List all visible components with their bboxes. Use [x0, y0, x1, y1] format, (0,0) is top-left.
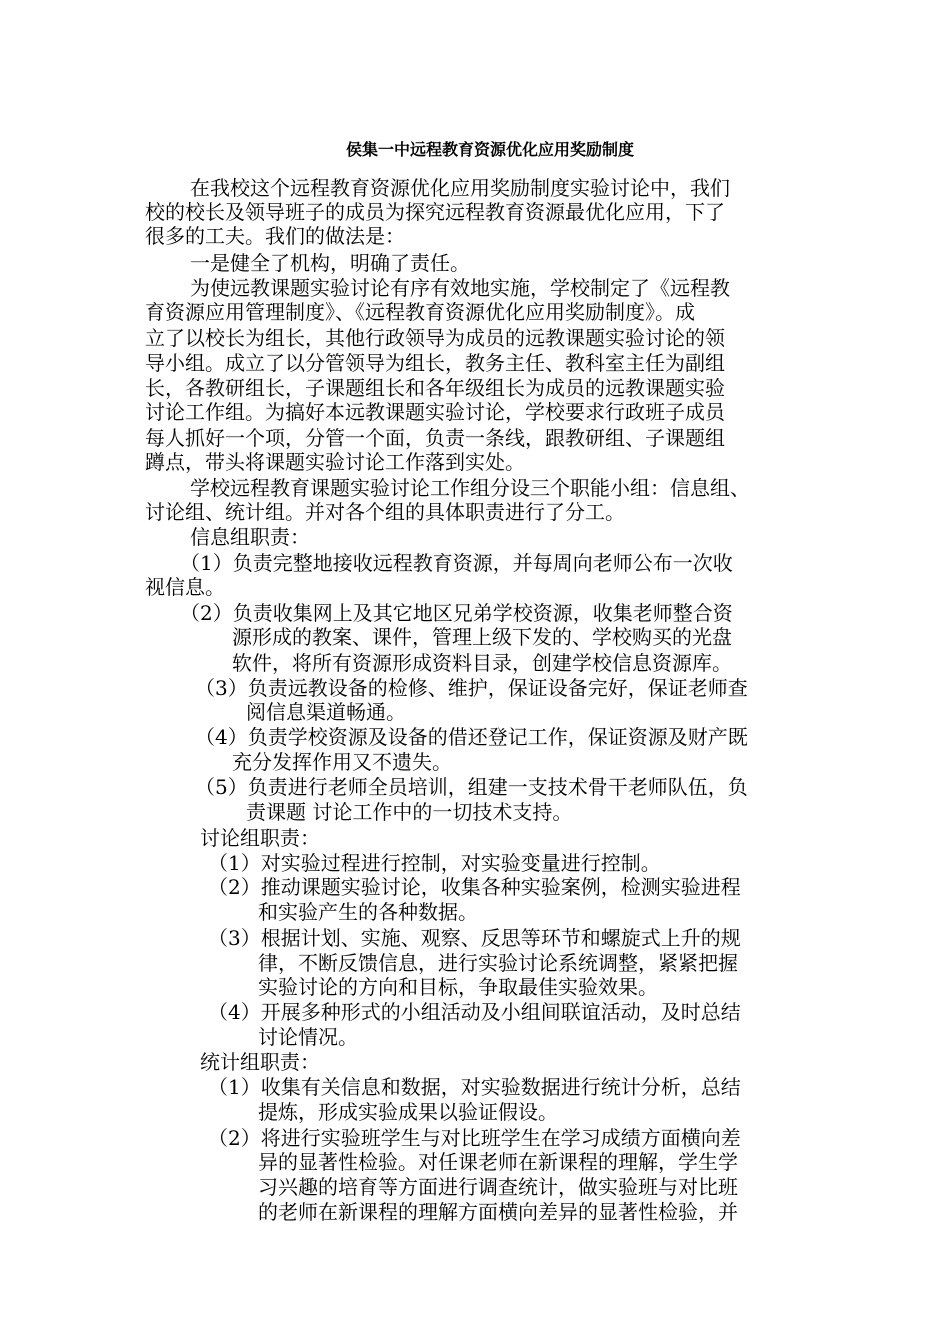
text-line: （1）负责完整地接收远程教育资源，并每周向老师公布一次收 — [180, 551, 733, 575]
text-line: （2）将进行实验班学生与对比班学生在学习成绩方面横向差 — [208, 1126, 741, 1150]
text-line: （5）负责进行老师全员培训，组建一支技术骨干老师队伍，负 — [195, 775, 748, 799]
text-line: （3）负责远教设备的检修、维护，保证设备完好，保证老师查 — [195, 676, 748, 700]
text-line: 提炼，形成实验成果以验证假设。 — [258, 1100, 558, 1124]
text-line: 源形成的教案、课件，管理上级下发的、学校购买的光盘 — [232, 625, 732, 649]
text-line: 讨论组职责： — [200, 826, 320, 850]
text-line: 和实验产生的各种数据。 — [258, 900, 478, 924]
text-line: 一是健全了机构，明确了责任。 — [190, 251, 470, 275]
text-line: 学校远程教育课题实验讨论工作组分设三个职能小组：信息组、 — [190, 476, 750, 500]
text-line: 导小组。成立了以分管领导为组长，教务主任、教科室主任为副组 — [145, 351, 725, 375]
text-line: 视信息。 — [145, 575, 225, 599]
text-line: 每人抓好一个项，分管一个面，负责一条线，跟教研组、子课题组 — [145, 426, 725, 450]
text-line: 统计组职责： — [200, 1050, 320, 1074]
text-line: 校的校长及领导班子的成员为探究远程教育资源最优化应用，下了 — [145, 200, 725, 224]
text-line: 长，各教研组长，子课题组长和各年级组长为成员的远教课题实验 — [145, 376, 725, 400]
text-line: 信息组职责： — [190, 525, 310, 549]
text-line: （4）开展多种形式的小组活动及小组间联谊活动，及时总结 — [208, 1000, 741, 1024]
text-line: 充分发挥作用又不遗失。 — [232, 750, 452, 774]
text-line: 很多的工夫。我们的做法是： — [145, 224, 405, 248]
text-line: 讨论工作组。为搞好本远教课题实验讨论，学校要求行政班子成员 — [145, 400, 725, 424]
text-line: 讨论情况。 — [258, 1025, 358, 1049]
text-line: 实验讨论的方向和目标，争取最佳实验效果。 — [258, 975, 658, 999]
text-line: 立了以校长为组长，其他行政领导为成员的远教课题实验讨论的领 — [145, 326, 725, 350]
text-line: 为使远教课题实验讨论有序有效地实施，学校制定了《远程教 — [190, 276, 730, 300]
text-line: （2）负责收集网上及其它地区兄弟学校资源，收集老师整合资 — [180, 601, 733, 625]
text-line: 责课题 讨论工作中的一切技术支持。 — [246, 800, 573, 824]
text-line: （1）对实验过程进行控制，对实验变量进行控制。 — [208, 851, 661, 875]
text-line: 阅信息渠道畅通。 — [246, 700, 406, 724]
text-line: 育资源应用管理制度》、《远程教育资源优化应用奖励制度》。成 — [145, 300, 695, 324]
text-line: 蹲点，带头将课题实验讨论工作落到实处。 — [145, 450, 525, 474]
text-line: 软件，将所有资源形成资料目录，创建学校信息资源库。 — [232, 651, 732, 675]
text-line: 异的显著性检验。对任课老师在新课程的理解，学生学 — [258, 1150, 738, 1174]
text-line: （1）收集有关信息和数据，对实验数据进行统计分析，总结 — [208, 1075, 741, 1099]
text-line: （4）负责学校资源及设备的借还登记工作，保证资源及财产既 — [195, 725, 748, 749]
text-line: （2）推动课题实验讨论，收集各种实验案例，检测实验进程 — [208, 875, 741, 899]
text-line: 的老师在新课程的理解方面横向差异的显著性检验，并 — [258, 1200, 738, 1224]
text-line: 讨论组、统计组。并对各个组的具体职责进行了分工。 — [145, 500, 625, 524]
text-line: （3）根据计划、实施、观察、反思等环节和螺旋式上升的规 — [208, 926, 741, 950]
text-line: 习兴趣的培育等方面进行调查统计，做实验班与对比班 — [258, 1175, 738, 1199]
text-line: 律，不断反馈信息，进行实验讨论系统调整，紧紧把握 — [258, 951, 738, 975]
document-title: 侯集一中远程教育资源优化应用奖励制度 — [345, 140, 634, 159]
text-line: 在我校这个远程教育资源优化应用奖励制度实验讨论中，我们 — [190, 176, 730, 200]
